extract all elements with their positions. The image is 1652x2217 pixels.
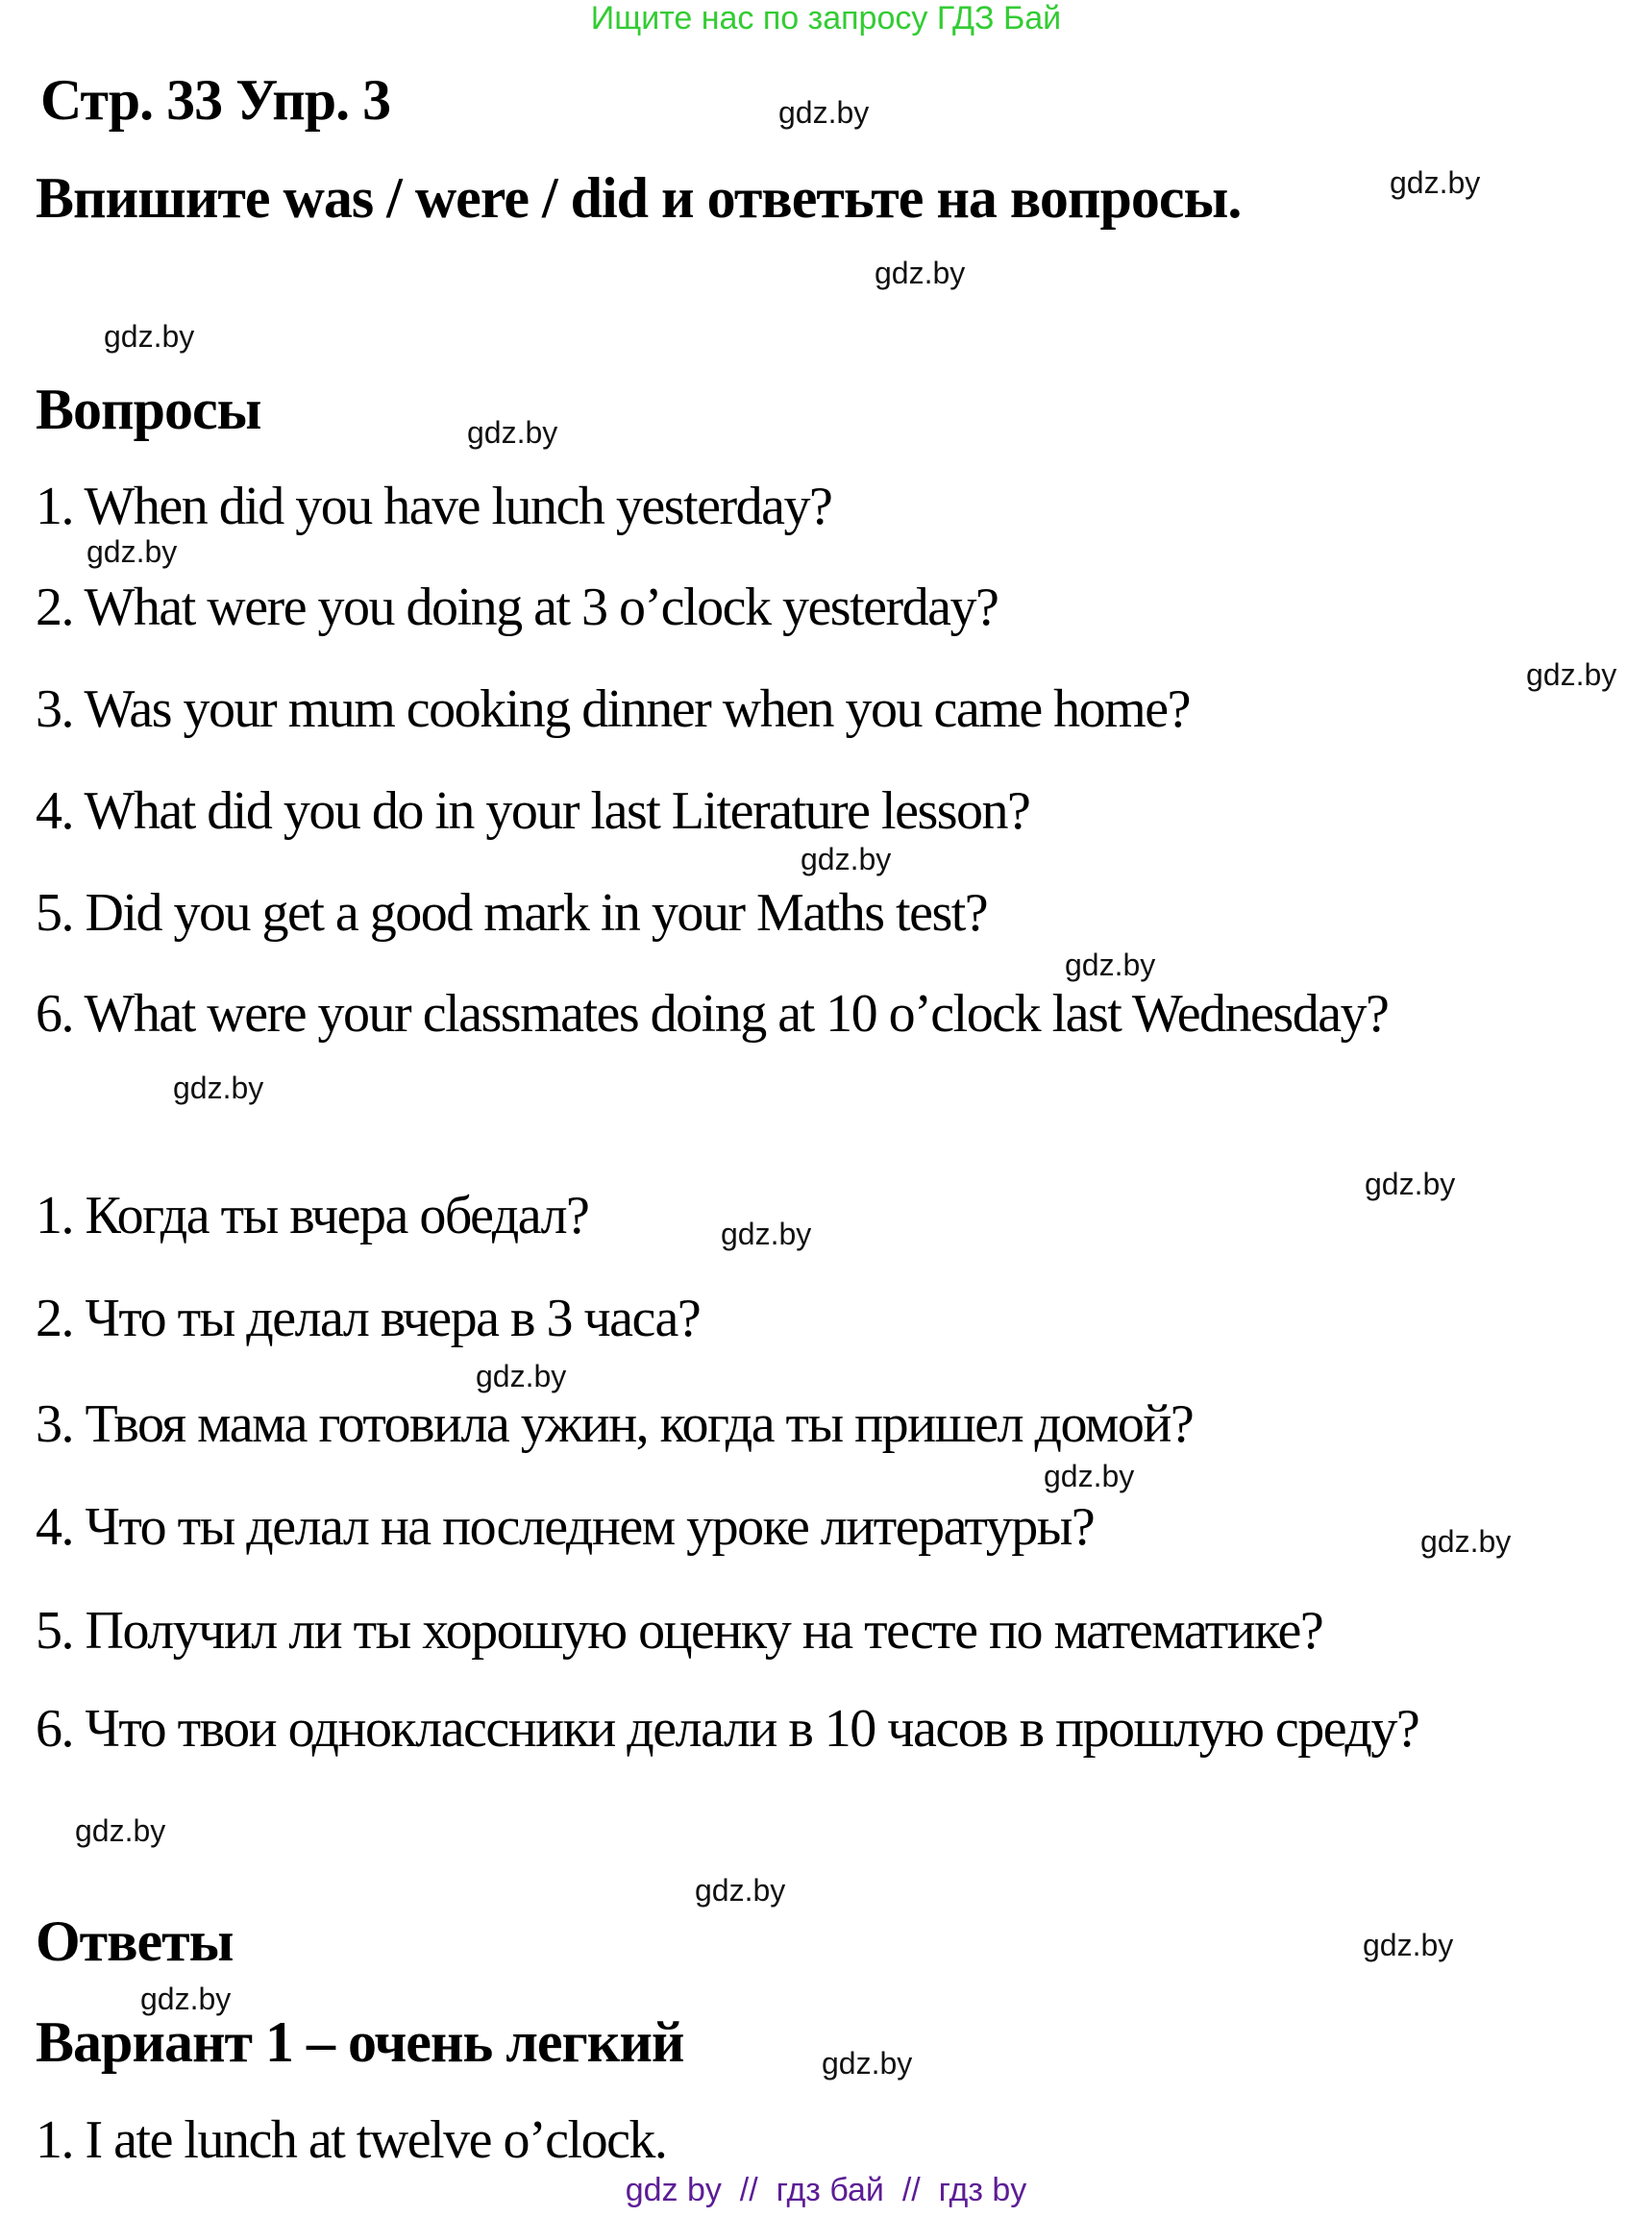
gdz-watermark: gdz.by: [1065, 948, 1156, 982]
question-en-6: 6. What were your classmates doing at 10 o’clock last Wednesday?: [36, 984, 1389, 1044]
question-en-4: 4. What did you do in your last Literature lesson?: [36, 781, 1030, 841]
answers-heading: Ответы: [36, 1909, 234, 1973]
gdz-watermark: gdz.by: [695, 1873, 786, 1908]
gdz-watermark: gdz.by: [801, 842, 892, 876]
question-ru-3: 3. Твоя мама готовила ужин, когда ты пришел домой?: [36, 1394, 1194, 1454]
question-ru-6: 6. Что твои одноклассники делали в 10 часов в прошлую среду?: [36, 1699, 1419, 1759]
gdz-watermark: gdz.by: [1365, 1167, 1456, 1201]
questions-heading: Вопросы: [36, 378, 261, 441]
gdz-watermark: gdz.by: [778, 95, 870, 130]
task-instruction: Впишите was / were / did и ответьте на вопросы.: [36, 166, 1242, 230]
gdz-watermark: gdz.by: [1363, 1928, 1454, 1962]
gdz-watermark: gdz.by: [875, 256, 966, 290]
question-en-3: 3. Was your mum cooking dinner when you came home?: [36, 679, 1190, 739]
gdz-watermark: gdz.by: [1526, 657, 1617, 692]
question-ru-4: 4. Что ты делал на последнем уроке литературы?: [36, 1497, 1095, 1557]
gdz-watermark: gdz.by: [86, 534, 178, 569]
question-ru-5: 5. Получил ли ты хорошую оценку на тесте по математике?: [36, 1601, 1323, 1661]
question-en-5: 5. Did you get a good mark in your Maths test?: [36, 883, 988, 943]
gdz-watermark: gdz.by: [140, 1982, 232, 2016]
question-en-2: 2. What were you doing at 3 o’clock yesterday?: [36, 578, 999, 637]
gdz-watermark: gdz.by: [1420, 1524, 1512, 1559]
question-ru-2: 2. Что ты делал вчера в 3 часа?: [36, 1289, 701, 1348]
answer-1: 1. I ate lunch at twelve o’clock.: [36, 2110, 667, 2170]
page-exercise-heading: Стр. 33 Упр. 3: [40, 68, 391, 132]
gdz-watermark: gdz.by: [1044, 1459, 1135, 1493]
question-en-1: 1. When did you have lunch yesterday?: [36, 477, 832, 536]
gdz-watermark: gdz.by: [75, 1813, 166, 1848]
variant-heading: Вариант 1 – очень легкий: [36, 2010, 684, 2074]
gdz-watermark: gdz.by: [822, 2046, 913, 2081]
footer-search-terms: gdz by // гдз бай // гдз by: [625, 2172, 1027, 2208]
gdz-watermark: gdz.by: [721, 1217, 812, 1251]
gdz-watermark: gdz.by: [104, 319, 195, 354]
gdz-watermark: gdz.by: [1390, 165, 1481, 200]
gdz-watermark: gdz.by: [467, 415, 558, 450]
gdz-watermark: gdz.by: [476, 1359, 567, 1393]
gdz-watermark: gdz.by: [173, 1071, 264, 1105]
question-ru-1: 1. Когда ты вчера обедал?: [36, 1186, 589, 1245]
promo-banner: Ищите нас по запросу ГДЗ Бай: [590, 0, 1062, 37]
